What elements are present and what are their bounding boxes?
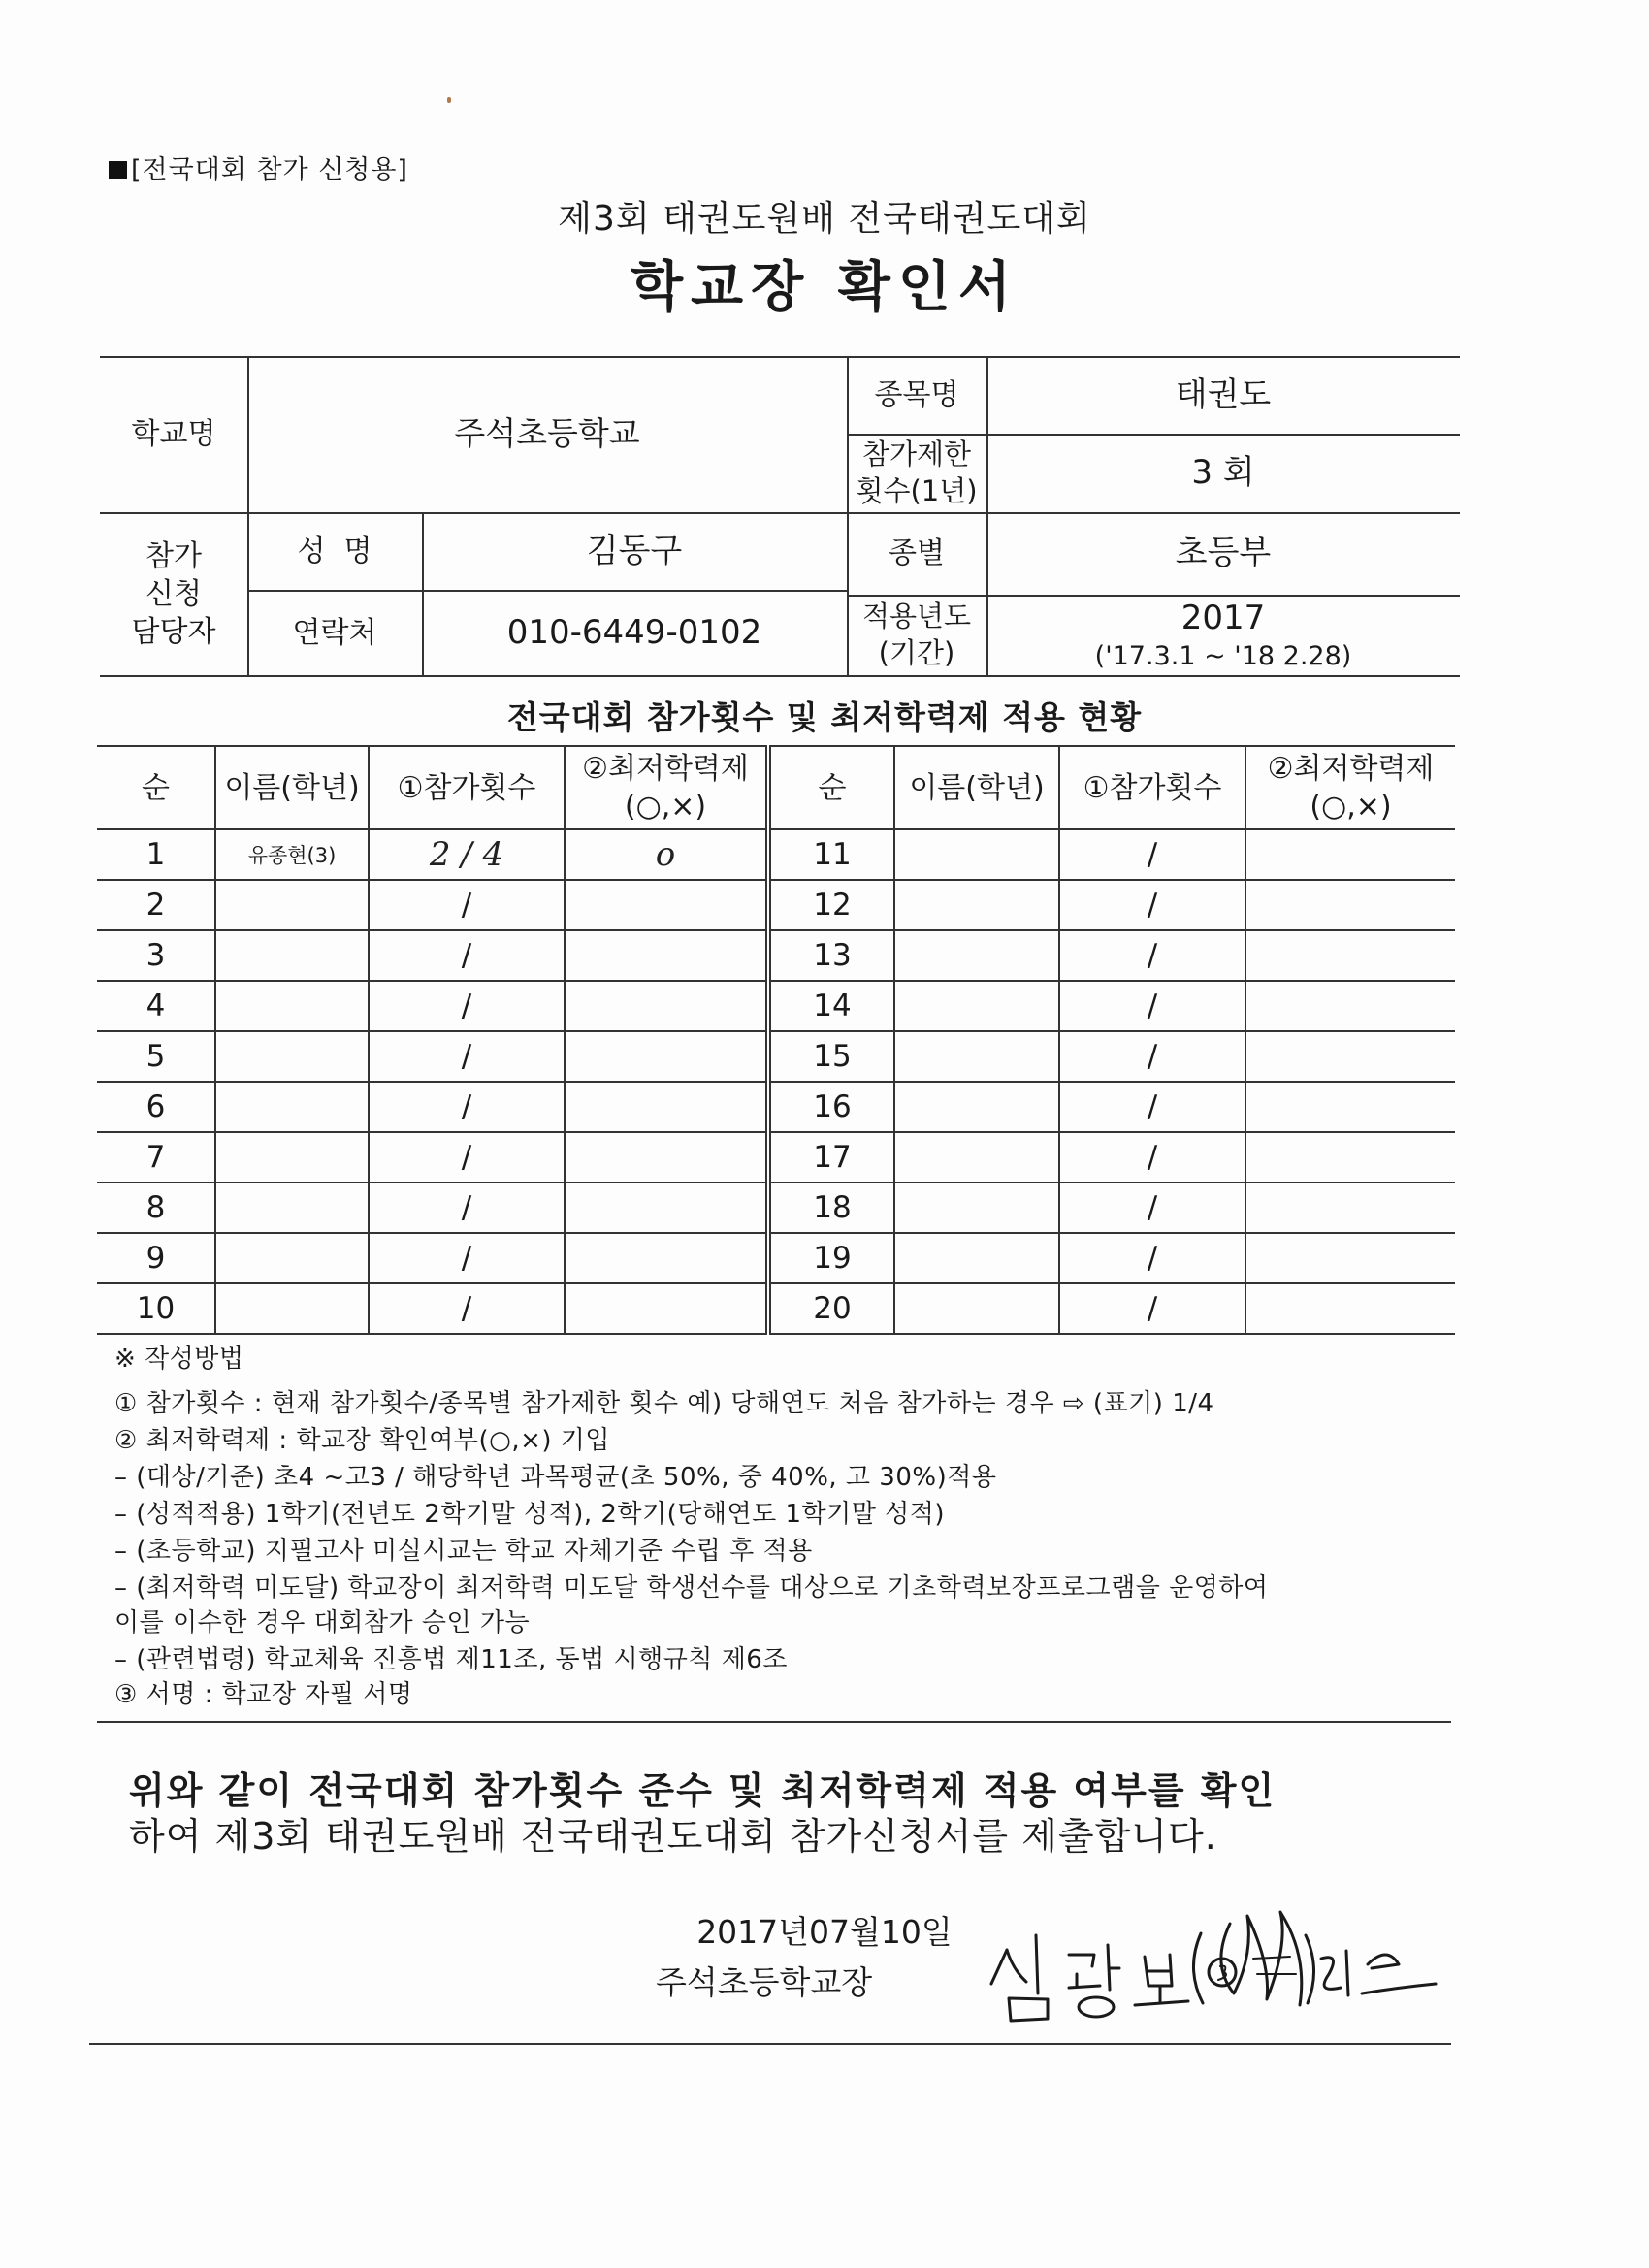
row-number: 17 <box>768 1132 894 1183</box>
signature-stroke <box>1145 1955 1172 1986</box>
divider <box>97 1721 1451 1723</box>
participation-count: / <box>369 981 565 1031</box>
signature-stroke <box>1362 1955 1436 1993</box>
min-grade-check <box>565 880 768 930</box>
participant-name <box>215 880 369 930</box>
col-header-name: 이름(학년) <box>215 746 369 829</box>
min-grade-check <box>565 1283 768 1334</box>
participant-name <box>894 930 1059 981</box>
table-row <box>97 829 1455 880</box>
min-grade-check <box>565 930 768 981</box>
limit-label: 참가제한 횟수(1년) <box>856 437 978 507</box>
table-row <box>97 880 1455 930</box>
row-number: 1 <box>97 829 215 880</box>
limit-value: 3 회 <box>1191 453 1255 493</box>
min-grade-check <box>565 1233 768 1283</box>
col-header-count: ①참가횟수 <box>1059 746 1245 829</box>
row-number: 13 <box>768 930 894 981</box>
min-grade-check <box>1245 930 1455 981</box>
table-row <box>97 1132 1455 1183</box>
table-row <box>97 1183 1455 1233</box>
participant-name <box>894 1031 1059 1082</box>
signature-stroke <box>1321 1951 1348 1995</box>
table-header-row <box>97 746 1455 829</box>
participant-name <box>215 1283 369 1334</box>
min-grade-check <box>1245 1183 1455 1233</box>
participation-count: / <box>369 1031 565 1082</box>
square-bullet-icon <box>109 161 127 179</box>
participant-name <box>215 981 369 1031</box>
min-grade-check <box>1245 1283 1455 1334</box>
min-grade-check <box>1245 880 1455 930</box>
participation-count: / <box>369 1283 565 1334</box>
participant-name <box>894 1082 1059 1132</box>
year-label: 적용년도 (기간) <box>861 599 972 669</box>
event-subtitle: 제3회 태권도원배 전국태권도대회 <box>558 199 1091 239</box>
participation-count: / <box>1059 981 1245 1031</box>
min-grade-check <box>1245 981 1455 1031</box>
participation-count: 2 / 4 <box>369 829 565 880</box>
row-number: 3 <box>97 930 215 981</box>
min-grade-check <box>1245 1132 1455 1183</box>
declaration-line-1: 위와 같이 전국대회 참가횟수 준수 및 최저학력제 적용 여부를 확인 <box>129 1769 1277 1812</box>
min-grade-check <box>565 1132 768 1183</box>
participation-count: / <box>369 1233 565 1283</box>
participation-count: / <box>1059 880 1245 930</box>
row-number: 19 <box>768 1233 894 1283</box>
table-row <box>97 930 1455 981</box>
table-row <box>97 1082 1455 1132</box>
participant-name <box>215 930 369 981</box>
signature-stroke <box>991 1950 1007 1984</box>
form-label: [전국대회 참가 신청용] <box>109 148 408 186</box>
participation-count: / <box>1059 930 1245 981</box>
min-grade-check <box>565 981 768 1031</box>
signature-stroke <box>1135 1986 1188 2005</box>
instruction-line: ③ 서명 : 학교장 자필 서명 <box>114 1680 413 1709</box>
participant-name <box>894 1132 1059 1183</box>
min-grade-check: o <box>565 829 768 880</box>
row-number: 11 <box>768 829 894 880</box>
min-grade-check <box>1245 829 1455 880</box>
participation-count: / <box>1059 1283 1245 1334</box>
row-number: 5 <box>97 1031 215 1082</box>
school-label: 학교명 <box>131 417 216 451</box>
participant-name <box>215 1183 369 1233</box>
row-number: 12 <box>768 880 894 930</box>
signature-stroke <box>1306 1935 1314 2003</box>
col-header-count: ①참가횟수 <box>369 746 565 829</box>
contact-label: 연락처 <box>292 615 377 650</box>
signature-stroke <box>1108 1945 1119 1990</box>
instruction-line: – (성적적용) 1학기(전년도 2학기말 성적), 2학기(당해연도 1학기말 성적) <box>114 1500 946 1529</box>
min-grade-check <box>1245 1031 1455 1082</box>
instruction-line: – (대상/기준) 초4 ~고3 / 해당학년 과목평균(초 50%, 중 40%, 고 30%)적용 <box>114 1463 997 1492</box>
year-value: 2017 ('17.3.1 ~ '18 2.28) <box>1094 598 1352 672</box>
min-grade-check <box>1245 1233 1455 1283</box>
participants-table <box>97 745 1455 1335</box>
row-number: 10 <box>97 1283 215 1334</box>
participant-name <box>215 1132 369 1183</box>
min-grade-check <box>565 1183 768 1233</box>
participation-count: / <box>1059 1132 1245 1183</box>
participation-count: / <box>369 1183 565 1233</box>
division-label: 종별 <box>889 536 945 570</box>
participation-count: / <box>369 1132 565 1183</box>
bottom-divider <box>89 2043 1451 2045</box>
participant-name: 유종현(3) <box>215 829 369 880</box>
applicant-label: 참가 신청 담당자 <box>131 538 216 649</box>
event-label: 종목명 <box>874 377 959 412</box>
document-title: 학교장 확인서 <box>630 256 1019 319</box>
table-row <box>97 1283 1455 1334</box>
declaration-line-2: 하여 제3회 태권도원배 전국태권도대회 참가신청서를 제출합니다. <box>129 1815 1217 1858</box>
participation-count: / <box>1059 829 1245 880</box>
signature-stroke <box>1036 1935 1038 1993</box>
row-number: 18 <box>768 1183 894 1233</box>
rule <box>100 675 1460 677</box>
participant-name <box>215 1031 369 1082</box>
col-header-min: ②최저학력제 (○,×) <box>1245 746 1455 829</box>
instruction-line: ① 참가횟수 : 현재 참가횟수/종목별 참가제한 횟수 예) 당해연도 처음 참가하는 경우 ⇨ (표기) 1/4 <box>114 1389 1214 1418</box>
col-header-min: ②최저학력제 (○,×) <box>565 746 768 829</box>
participant-name <box>215 1082 369 1132</box>
instruction-line: – (최저학력 미도달) 학교장이 최저학력 미도달 학생선수를 대상으로 기초학력보장프로그램을 운영하여 <box>114 1573 1269 1603</box>
name-value: 김동구 <box>586 531 683 570</box>
handwritten-signature <box>980 1896 1523 2023</box>
row-number: 15 <box>768 1031 894 1082</box>
contact-value: 010-6449-0102 <box>506 612 762 652</box>
participation-count: / <box>1059 1233 1245 1283</box>
row-number: 16 <box>768 1082 894 1132</box>
row-number: 8 <box>97 1183 215 1233</box>
participant-name <box>894 1233 1059 1283</box>
signature-stroke <box>1069 1974 1100 1988</box>
row-number: 2 <box>97 880 215 930</box>
participant-name <box>894 829 1059 880</box>
division-value: 초등부 <box>1175 534 1272 573</box>
signature-stroke <box>1079 1997 1114 2017</box>
participation-count: / <box>369 1082 565 1132</box>
instruction-line: 이를 이수한 경우 대회참가 승인 가능 <box>114 1608 531 1637</box>
table-row <box>97 1233 1455 1283</box>
col-header-no: 순 <box>768 746 894 829</box>
row-number: 6 <box>97 1082 215 1132</box>
signature-stroke <box>1253 1957 1296 1974</box>
min-grade-check <box>1245 1082 1455 1132</box>
participation-count: / <box>1059 1082 1245 1132</box>
row-number: 4 <box>97 981 215 1031</box>
signoff-date: 2017년07월10일 <box>696 1913 953 1951</box>
col-header-no: 순 <box>97 746 215 829</box>
row-number: 20 <box>768 1283 894 1334</box>
row-number: 14 <box>768 981 894 1031</box>
participant-name <box>894 1183 1059 1233</box>
min-grade-check <box>565 1082 768 1132</box>
participant-name <box>894 880 1059 930</box>
signature-stroke <box>1007 1950 1026 1982</box>
participant-name <box>894 1283 1059 1334</box>
principal-title: 주석초등학교장 <box>656 1963 873 2001</box>
instruction-line: – (초등학교) 지필고사 미실시교는 학교 자체기준 수립 후 적용 <box>114 1537 813 1566</box>
participation-count: / <box>1059 1183 1245 1233</box>
participation-count: / <box>1059 1031 1245 1082</box>
min-grade-check <box>565 1031 768 1082</box>
signature-stroke <box>1009 1998 1048 2021</box>
school-value: 주석초등학교 <box>454 414 640 453</box>
participation-count: / <box>369 880 565 930</box>
instruction-line: ② 최저학력제 : 학교장 확인여부(○,×) 기입 <box>114 1426 611 1455</box>
instruction-heading: ※ 작성방법 <box>114 1345 244 1374</box>
participant-name <box>215 1233 369 1283</box>
table-row <box>97 981 1455 1031</box>
participation-count: / <box>369 930 565 981</box>
participant-name <box>894 981 1059 1031</box>
name-label: 성 명 <box>297 534 372 568</box>
table-row <box>97 1031 1455 1082</box>
instruction-line: – (관련법령) 학교체육 진흥법 제11조, 동법 시행규칙 제6조 <box>114 1645 788 1674</box>
signature-stroke <box>1069 1955 1094 1966</box>
row-number: 9 <box>97 1233 215 1283</box>
section-title: 전국대회 참가횟수 및 최저학력제 적용 현황 <box>506 698 1143 736</box>
paper-speck <box>447 97 451 103</box>
row-number: 7 <box>97 1132 215 1183</box>
col-header-name: 이름(학년) <box>894 746 1059 829</box>
signature-stroke <box>1193 1933 1203 2003</box>
event-value: 태권도 <box>1175 374 1272 414</box>
